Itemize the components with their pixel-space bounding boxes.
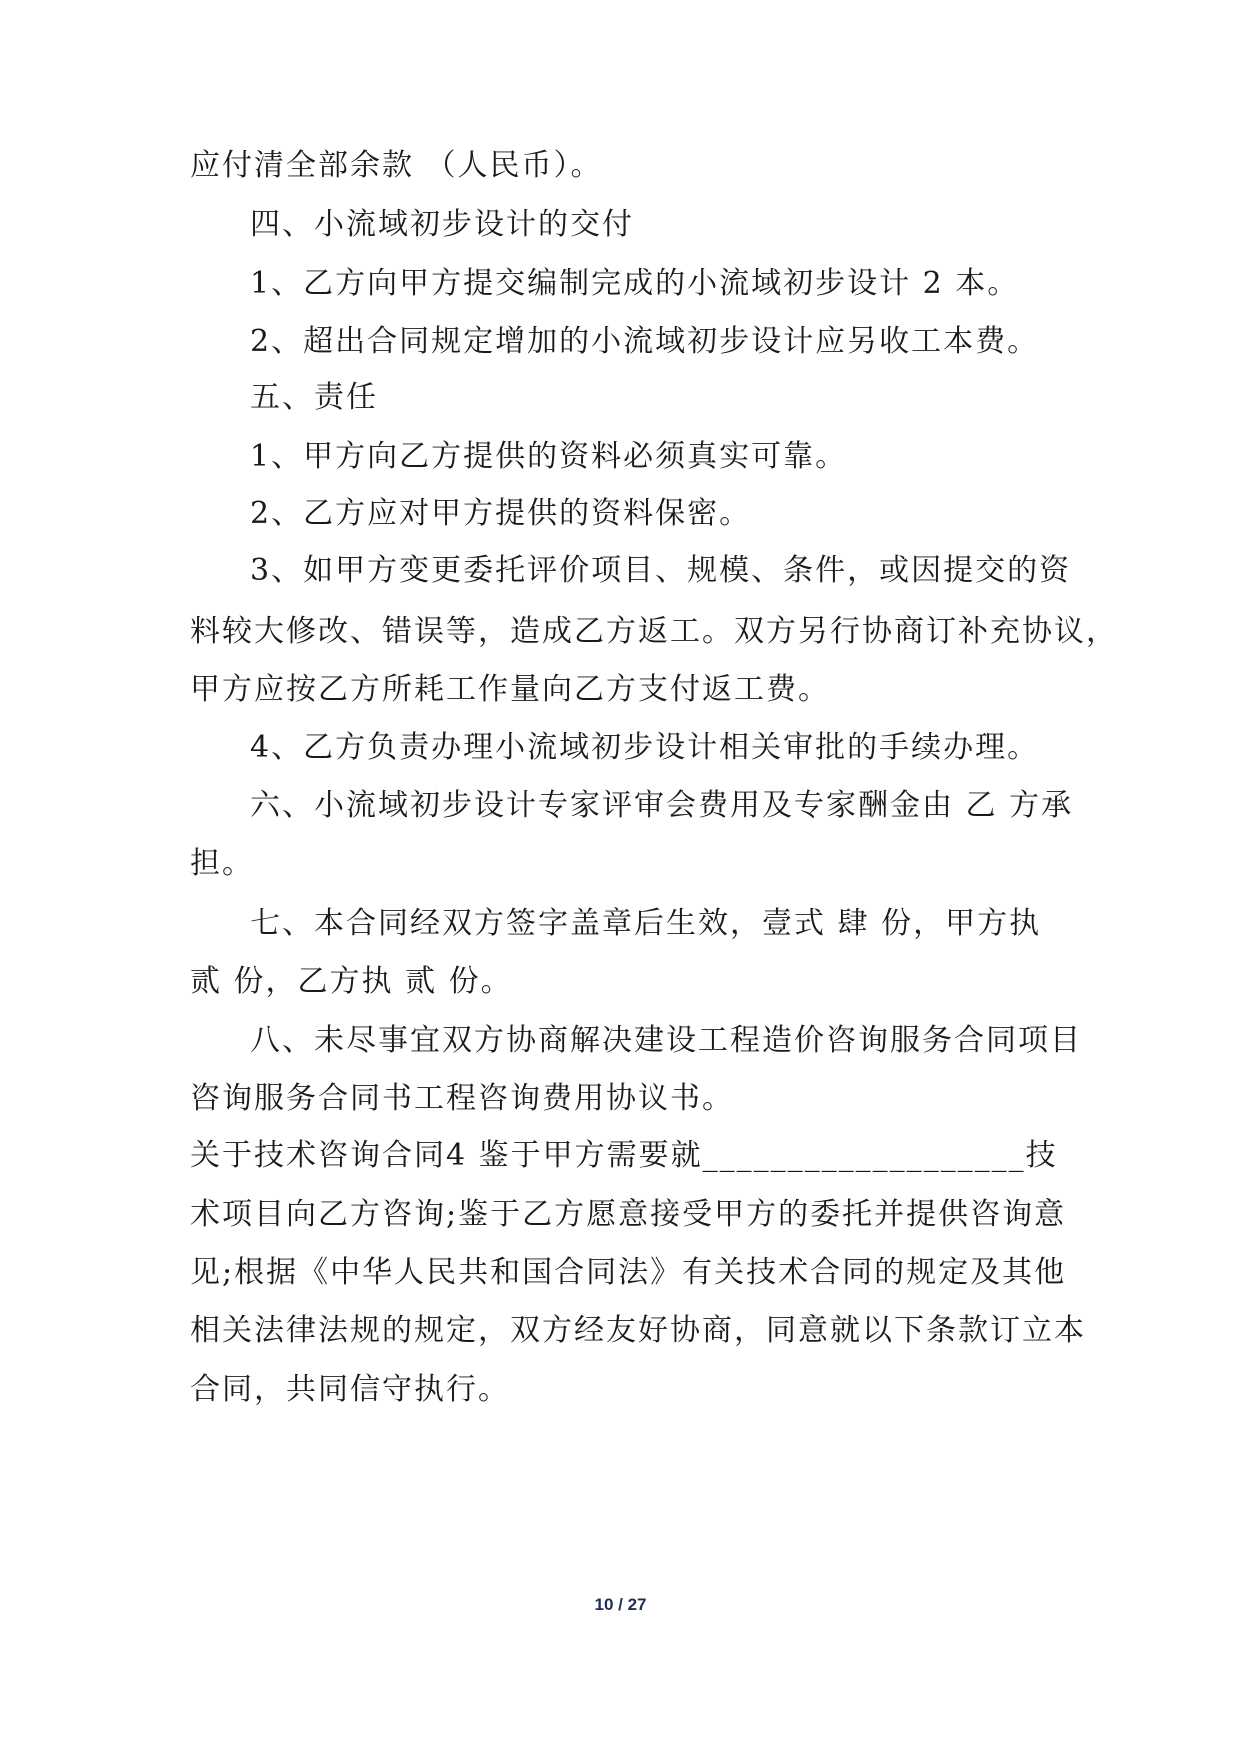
text-line: 应付清全部余款 （人民币）。 (190, 148, 603, 183)
text-line: 1、乙方向甲方提交编制完成的小流域初步设计 2 本。 (250, 266, 1020, 301)
text-line: 3、如甲方变更委托评价项目、规模、条件，或因提交的资 (250, 553, 1072, 588)
text-line: 2、乙方应对甲方提供的资料保密。 (250, 496, 752, 531)
text-line: 4、乙方负责办理小流域初步设计相关审批的手续办理。 (250, 730, 1040, 765)
section-heading: 七、本合同经双方签字盖章后生效，壹式 肆 份，甲方执 (250, 906, 1042, 941)
text-line: 合同，共同信守执行。 (190, 1372, 510, 1407)
text-line: 咨询服务合同书工程咨询费用协议书。 (190, 1081, 734, 1116)
text-line: 术项目向乙方咨询;鉴于乙方愿意接受甲方的委托并提供咨询意 (190, 1197, 1067, 1232)
section-heading: 六、小流域初步设计专家评审会费用及专家酬金由 乙 方承 (250, 788, 1074, 823)
page-number: 10 / 27 (594, 1595, 647, 1614)
text-line: 1、甲方向乙方提供的资料必须真实可靠。 (250, 439, 848, 474)
section-heading: 四、小流域初步设计的交付 (250, 207, 634, 242)
text-line: 甲方应按乙方所耗工作量向乙方支付返工费。 (190, 672, 830, 707)
text-line: 担。 (190, 846, 254, 881)
section-heading: 五、责任 (250, 380, 378, 415)
text-line: 见;根据《中华人民共和国合同法》有关技术合同的规定及其他 (190, 1255, 1067, 1290)
text-line: 料较大修改、错误等，造成乙方返工。双方另行协商订补充协议， (190, 614, 1118, 649)
text-line: 2、超出合同规定增加的小流域初步设计应另收工本费。 (250, 324, 1040, 359)
text-line: 相关法律法规的规定，双方经友好协商，同意就以下条款订立本 (190, 1313, 1086, 1348)
section-heading: 八、未尽事宜双方协商解决建设工程造价咨询服务合同项目 (250, 1023, 1082, 1058)
text-line: 贰 份，乙方执 贰 份。 (190, 964, 513, 999)
text-line: 关于技术咨询合同4 鉴于甲方需要就___________________技 (190, 1138, 1058, 1173)
